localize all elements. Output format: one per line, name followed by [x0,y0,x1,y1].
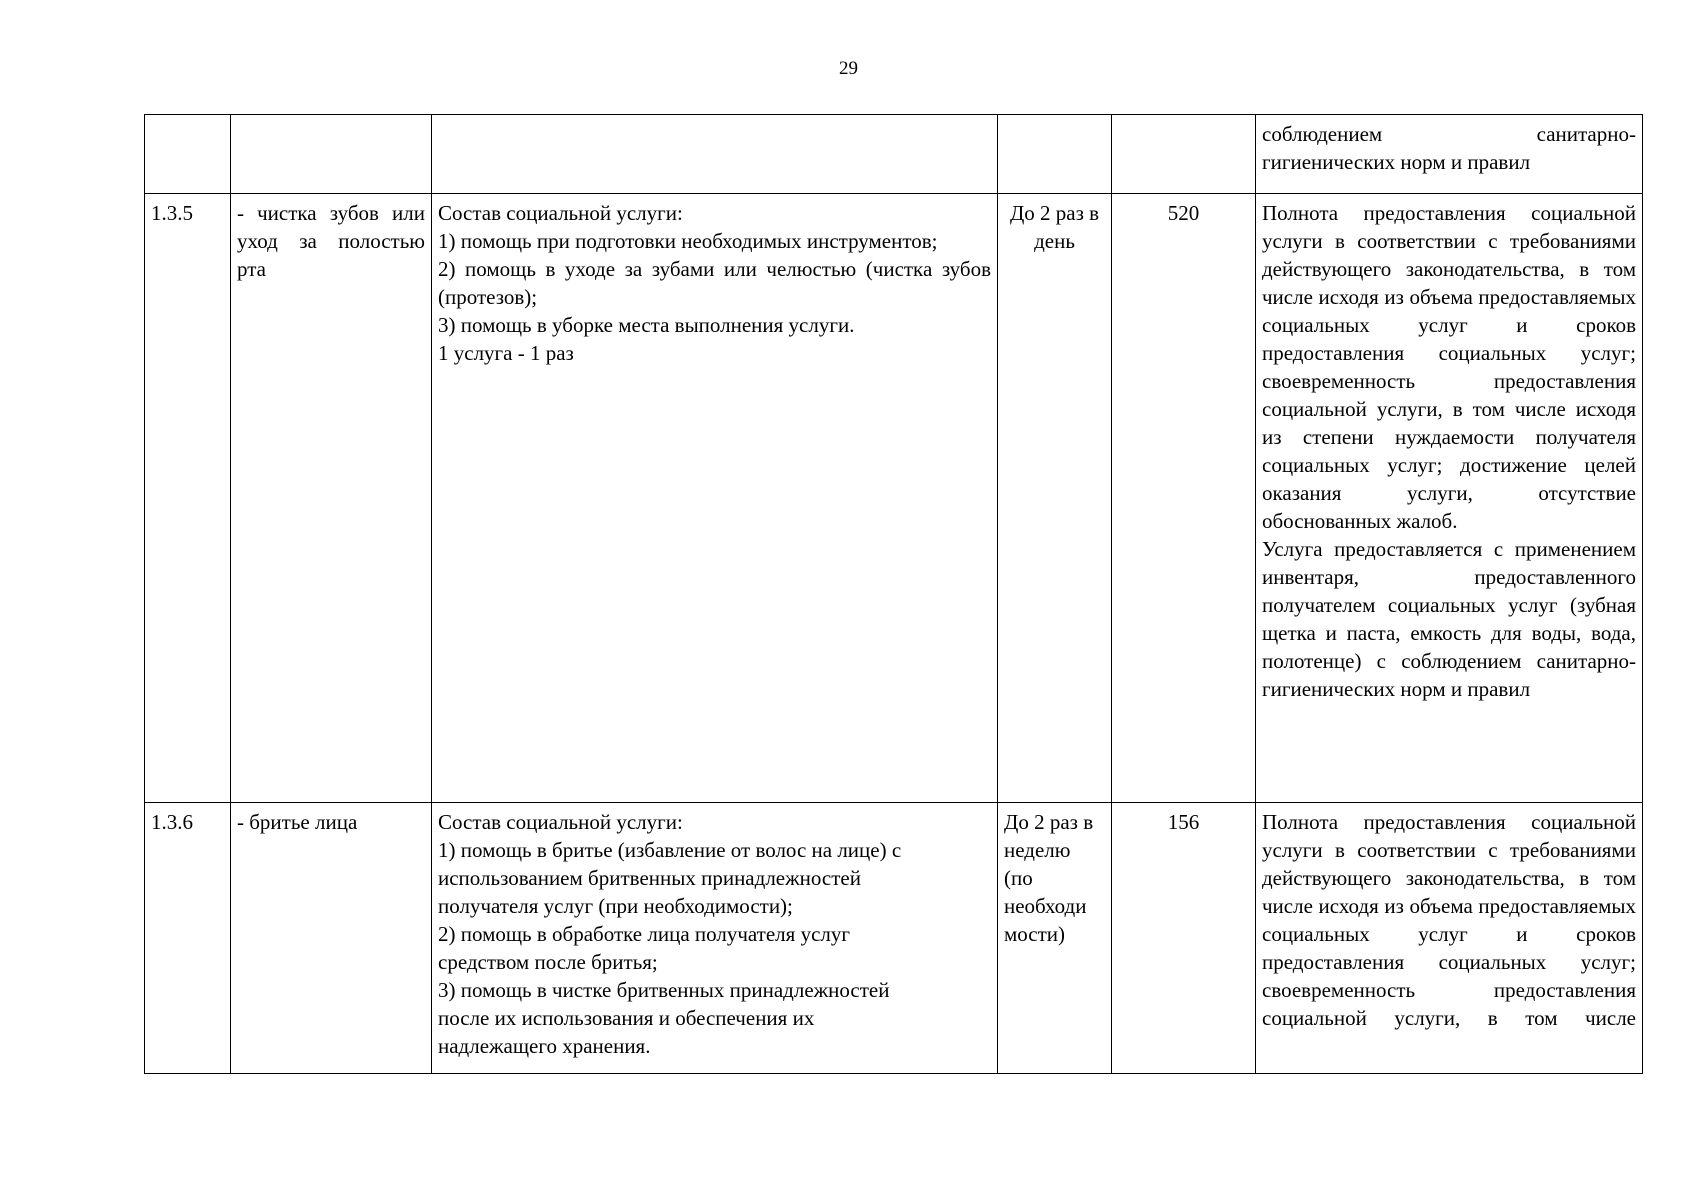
quality-paragraph: Полнота предоставления социальной услуги в соответствии с требованиями действующего законодательства, в том числе исходя из объема предоставляемых социальных услуг и сроков предоставления социальных услуг; своевременность предоставления социальной услуги, в том числе исходя из степени нуждаемости получателя социальных услуг; достижение целей оказания услуги, отсутствие обоснованных жалоб. [1262,201,1636,533]
quality-paragraph: Услуга предоставляется с применением инвентаря, предоставленного получателем социальных услуг (зубная щетка и паста, емкость для воды, вода, полотенце) с соблюдением санитарно-гигиенических норм и правил [1262,537,1636,701]
cell-name [231,115,432,194]
description-line: после их использования и обеспечения их [438,1006,815,1030]
description-line: использованием бритвенных принадлежностей [438,866,861,890]
description-line: 1 услуга - 1 раз [438,341,574,365]
description-line: надлежащего хранения. [438,1034,651,1058]
description-line: Состав социальной услуги: [438,810,683,834]
quality-line: соблюдением санитарно- [1262,122,1636,146]
description-line: 2) помощь в обработке лица получателя услуг [438,922,850,946]
description-line: 3) помощь в уборке места выполнения услуги. [438,313,855,337]
description-line: 3) помощь в чистке бритвенных принадлежностей [438,978,890,1002]
description-line: средством после бритья; [438,950,658,974]
cell-name: - чистка зубов или уход за полостью рта [231,194,432,803]
quality-paragraph: Полнота предоставления социальной услуги в соответствии с требованиями действующего законодательства, в том числе исходя из объема предоставляемых социальных услуг и сроков предоставления социальных услуг; своевременность предоставления социальной услуги, в том числе [1262,810,1636,1030]
description-line: 1) помощь в бритье (избавление от волос на лице) с [438,838,902,862]
cell-quality [1256,115,1643,194]
cell-frequency [998,803,1112,1074]
description-line: Состав социальной услуги: [438,201,683,225]
description-line: получателя услуг (при необходимости); [438,894,793,918]
cell-description [432,115,998,194]
cell-number [145,115,231,194]
description-line: 1) помощь при подготовки необходимых инструментов; [438,229,938,253]
cell-quality [1256,194,1643,803]
cell-frequency: До 2 раз в день [998,194,1112,803]
services-table [144,114,1643,1074]
frequency-line: (по [1004,866,1033,890]
cell-name: - бритье лица [231,803,432,1074]
table-row [145,194,1643,803]
page-number: 29 [839,58,858,79]
cell-price: 520 [1112,194,1256,803]
frequency-line: необходи [1004,894,1087,918]
cell-number: 1.3.5 [145,194,231,803]
table-row-continuation [145,115,1643,194]
cell-price: 156 [1112,803,1256,1074]
table-row [145,803,1643,1074]
cell-description [432,803,998,1074]
cell-price [1112,115,1256,194]
cell-frequency [998,115,1112,194]
cell-description [432,194,998,803]
description-line: 2) помощь в уходе за зубами или челюстью (чистка зубов (протезов); [438,257,991,309]
frequency-line: До 2 раз в [1004,810,1094,834]
quality-line: гигиенических норм и правил [1262,150,1531,174]
cell-quality [1256,803,1643,1074]
frequency-line: неделю [1004,838,1071,862]
frequency-line: мости) [1004,922,1066,946]
cell-number: 1.3.6 [145,803,231,1074]
